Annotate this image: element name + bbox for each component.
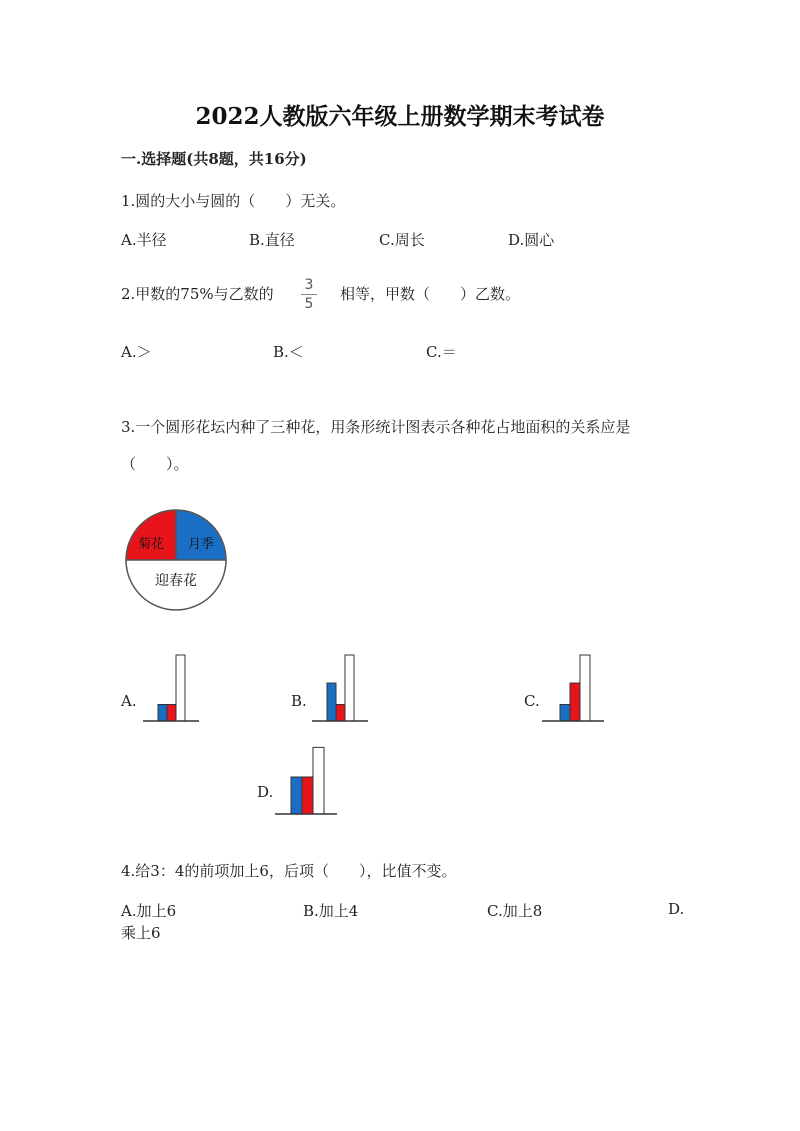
bar-a-blue	[158, 705, 167, 722]
q2-option-b: B.＜	[273, 343, 304, 361]
bar-b-red	[336, 705, 345, 722]
q1-option-d: D.圆心	[508, 231, 555, 249]
pie-label-yueji: 月季	[187, 537, 215, 552]
bar-a-red	[167, 705, 176, 722]
question-3-line-2: （ ）。	[121, 455, 189, 473]
q4-option-d: D.	[668, 900, 685, 918]
fraction-numerator: 3	[304, 277, 314, 293]
fraction-denominator: 5	[304, 296, 314, 312]
fraction	[299, 278, 319, 311]
q1-option-c: C.周长	[379, 231, 425, 249]
bar-d-white	[313, 747, 324, 814]
bar-chart-option-c	[542, 652, 604, 726]
bar-b-blue	[327, 683, 336, 721]
pie-label-juhua: 菊花	[137, 537, 165, 552]
bar-c-red	[570, 683, 580, 721]
q3-option-d-label: D.	[257, 783, 274, 801]
pie-label-yingchun: 迎春花	[155, 573, 197, 589]
question-1: 1.圆的大小与圆的（ ）无关。	[121, 192, 346, 210]
question-3-line-1: 3.一个圆形花坛内种了三种花，用条形统计图表示各种花占地面积的关系应是	[121, 418, 631, 436]
bar-chart-option-d	[275, 745, 337, 819]
q1-option-a: A.半径	[121, 231, 167, 249]
bar-a-white	[176, 655, 185, 721]
q4-option-a: A.加上6	[121, 902, 177, 920]
question-4: 4.给3：4的前项加上6，后项（ ），比值不变。	[121, 862, 457, 880]
q3-option-b-label: B.	[291, 692, 307, 710]
q1-option-b: B.直径	[249, 231, 295, 249]
bar-chart-option-b	[312, 652, 368, 726]
flower-bed-pie-figure	[124, 508, 228, 612]
q2-option-a: A.＞	[121, 343, 152, 361]
q3-option-a-label: A.	[121, 692, 137, 710]
q3-option-c-label: C.	[524, 692, 540, 710]
bar-chart-option-a	[143, 652, 199, 726]
question-2-text-before: 2.甲数的75%与乙数的	[121, 285, 274, 303]
exam-title: 2022人教版六年级上册数学期末考试卷	[195, 103, 605, 130]
bar-d-blue	[291, 777, 302, 814]
section-heading: 一.选择题(共8题，共16分)	[121, 150, 307, 168]
question-2-text-after: 相等，甲数（ ）乙数。	[340, 285, 521, 303]
bar-c-blue	[560, 705, 570, 722]
q4-option-d-continued: 乘上6	[121, 924, 161, 942]
bar-c-white	[580, 655, 590, 721]
q2-option-c: C.＝	[426, 343, 457, 361]
q4-option-b: B.加上4	[303, 902, 359, 920]
bar-b-white	[345, 655, 354, 721]
fraction-bar	[301, 294, 317, 295]
bar-d-red	[302, 777, 313, 814]
q4-option-c: C.加上8	[487, 902, 543, 920]
